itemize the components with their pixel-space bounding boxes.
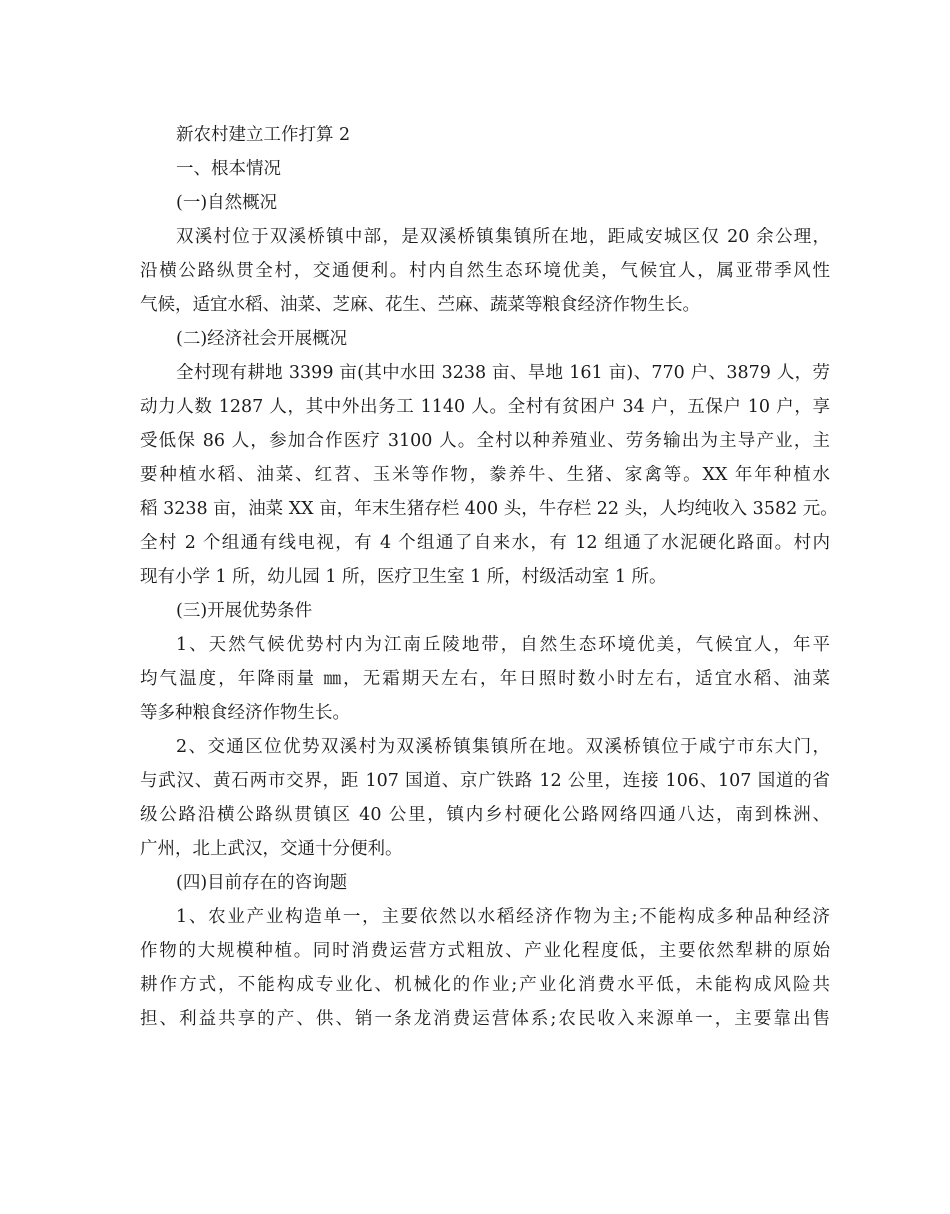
paragraph-line: 与武汉、黄石两市交界，距 107 国道、京广铁路 12 公里，连接 106、107 国道的省 [140, 771, 830, 791]
paragraph-line: 2、交通区位优势双溪村为双溪桥镇集镇所在地。双溪桥镇位于咸宁市东大门， [176, 737, 830, 757]
paragraph-line: 受低保 86 人，参加合作医疗 3100 人。全村以种养殖业、劳务输出为主导产业，主 [140, 431, 830, 451]
paragraph-line: 全村 2 个组通有线电视，有 4 个组通了自来水，有 12 组通了水泥硬化路面。村内 [140, 533, 830, 553]
subsection-heading: (二)经济社会开展概况 [176, 329, 348, 349]
paragraph-line: 1、农业产业构造单一，主要依然以水稻经济作物为主;不能构成多种品种经济 [176, 907, 830, 927]
paragraph-line: 耕作方式，不能构成专业化、机械化的作业;产业化消费水平低，未能构成风险共 [140, 975, 830, 995]
subsection-heading: (三)开展优势条件 [176, 601, 313, 621]
paragraph-line: 现有小学 1 所，幼儿园 1 所，医疗卫生室 1 所，村级活动室 1 所。 [140, 567, 667, 587]
paragraph-line: 动力人数 1287 人，其中外出务工 1140 人。全村有贫困户 34 户，五保户 10 户，享 [140, 397, 830, 417]
paragraph-line: 均气温度，年降雨量 ㎜，无霜期天左右，年日照时数小时左右，适宜水稻、油菜 [140, 669, 830, 689]
document-body [140, 118, 838, 1036]
paragraph-line: 级公路沿横公路纵贯镇区 40 公里，镇内乡村硬化公路网络四通八达，南到株洲、 [140, 805, 830, 825]
subsection-heading: (四)目前存在的咨询题 [176, 873, 348, 893]
paragraph-line: 气候，适宜水稻、油菜、芝麻、花生、苎麻、蔬菜等粮食经济作物生长。 [140, 295, 700, 315]
subsection-heading: (一)自然概况 [176, 193, 278, 213]
paragraph-line: 沿横公路纵贯全村，交通便利。村内自然生态环境优美，气候宜人，属亚带季风性 [140, 261, 830, 281]
document-title: 新农村建立工作打算 2 [176, 125, 351, 145]
paragraph-line: 全村现有耕地 3399 亩(其中水田 3238 亩、旱地 161 亩)、770 户、3879 人，劳 [176, 363, 830, 383]
paragraph-line: 双溪村位于双溪桥镇中部，是双溪桥镇集镇所在地，距咸安城区仅 20 余公理， [176, 227, 830, 247]
section-heading: 一、根本情况 [176, 159, 281, 179]
paragraph-line: 担、利益共享的产、供、销一条龙消费运营体系;农民收入来源单一，主要靠出售 [140, 1009, 830, 1029]
paragraph-line: 要种植水稻、油菜、红苕、玉米等作物，豢养牛、生猪、家禽等。XX 年年种植水 [140, 465, 830, 485]
paragraph-line: 等多种粮食经济作物生长。 [140, 703, 350, 723]
paragraph-line: 广州，北上武汉，交通十分便利。 [140, 839, 403, 859]
paragraph-line: 作物的大规模种植。同时消费运营方式粗放、产业化程度低，主要依然犁耕的原始 [140, 941, 830, 961]
paragraph-line: 稻 3238 亩，油菜 XX 亩，年末生猪存栏 400 头，牛存栏 22 头，人均纯收入 3582 元。 [140, 499, 838, 519]
paragraph-line: 1、天然气候优势村内为江南丘陵地带，自然生态环境优美，气候宜人，年平 [176, 635, 830, 655]
